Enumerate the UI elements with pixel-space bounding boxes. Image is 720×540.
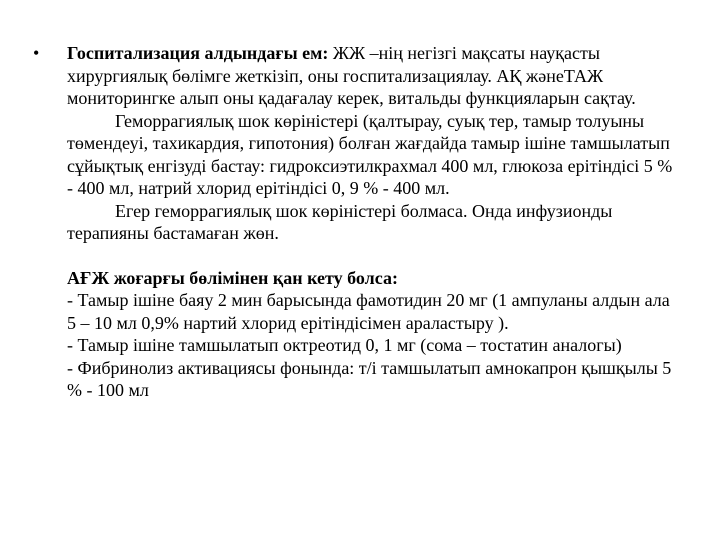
section1-heading: Госпитализация алдындағы ем:: [67, 43, 329, 63]
intro-text: ЖЖ –нің негізгі мақсаты науқасты хирургиялық бөлімге жеткізіп, оны госпитализациялау. АҚ жәнеТАЖ мониторингке алып оны қадағалау керек, витальды функцияларын сақтау.: [67, 43, 636, 108]
section2-heading: АҒЖ жоғарғы бөлімінен қан кету болса:: [67, 267, 398, 288]
bullet-marker: •: [33, 43, 40, 63]
list-item: - Тамыр ішіне баяу 2 мин барысында фамотидин 20 мг (1 ампуланы алдын ала 5 – 10 мл 0,9% нартий хлорид ерітіндісімен араластыру ).: [67, 290, 670, 333]
list-item: - Тамыр ішіне тамшылатып октреотид 0, 1 мг (сома – тостатин аналогы): [67, 335, 622, 355]
slide-body: [67, 42, 679, 402]
shock-present-paragraph: Геморрагиялық шок көріністері (қалтырау, суық тер, тамыр толуыны төмендеуі, тахикардия, гипотония) болған жағдайда тамыр ішіне тамшылатып сұйықтық енгізуді бастау: гидроксиэтилкрахмал 400 мл, глюкоза ерітіндісі 5 % - 400 мл, натрий хлорид ерітіндісі 0, 9 % - 400 мл.: [67, 110, 673, 198]
paragraph-gap: [67, 245, 679, 267]
shock-absent-paragraph: Егер геморрагиялық шок көріністері болмаса. Онда инфузионды терапияны бастамаған жөн.: [67, 200, 613, 243]
list-item: - Фибринолиз активациясы фонында: т/і тамшылатып амнокапрон қышқылы 5 % - 100 мл: [67, 357, 672, 400]
intro-paragraph: [67, 42, 679, 110]
